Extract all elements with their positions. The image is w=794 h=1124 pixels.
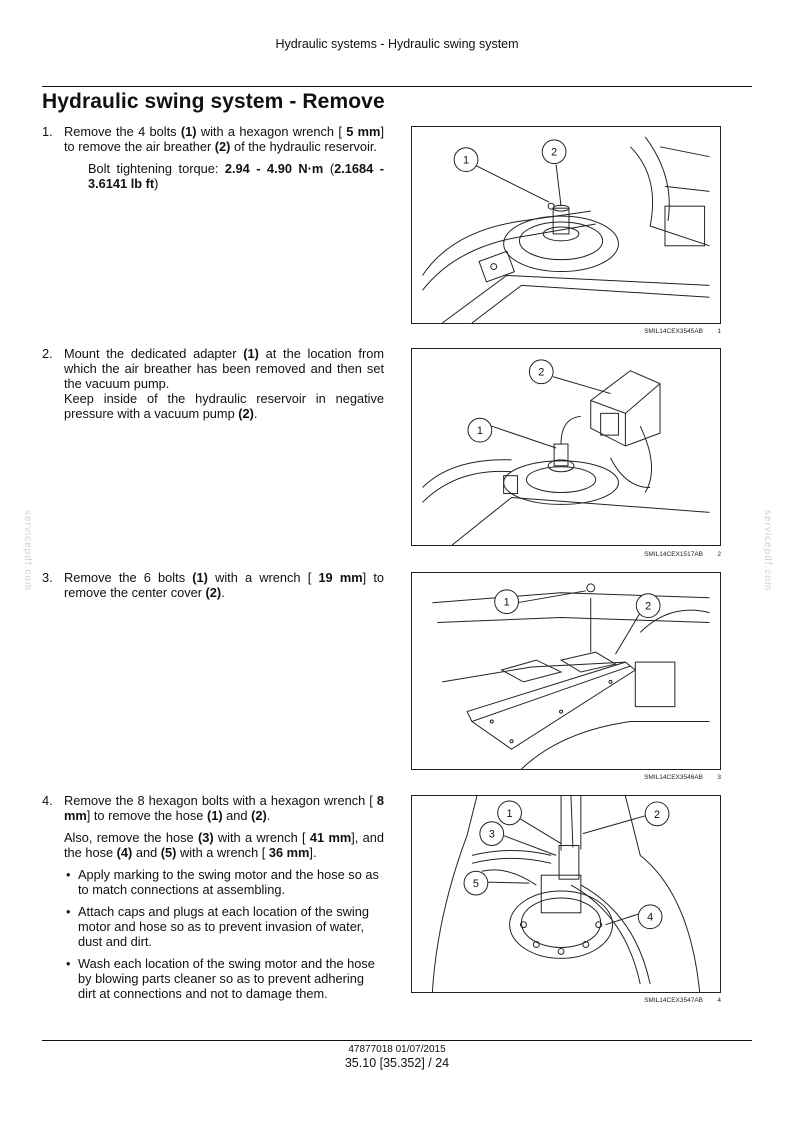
step-2 (42, 346, 384, 428)
callout-2: 2 (538, 366, 545, 379)
callout-1: 1 (476, 425, 483, 438)
callout-5: 5 (472, 878, 479, 891)
callout-2: 2 (551, 146, 558, 159)
step-number: 2. (42, 346, 53, 361)
list-item: • Apply marking to the swing motor and the hose so as to match connections at assembling. (64, 867, 384, 897)
step-text: Remove the 6 bolts (1) with a wrench [ 19 mm] to remove the center cover (2). (64, 570, 385, 600)
figure-4-illustration (411, 795, 721, 993)
step-text-2: Also, remove the hose (3) with a wrench [ 41 mm], and the hose (4) and (5) with a wrench [ 36 mm]. (64, 830, 384, 860)
step-1 (42, 124, 384, 198)
figure-1-caption (411, 328, 721, 340)
step-body (64, 793, 384, 1001)
figure-code: SMIL14CEX3545AB (644, 328, 703, 335)
figure-number: 3 (717, 774, 721, 781)
watermark-left: servicepdf.com (22, 510, 33, 592)
step-number: 4. (42, 793, 53, 808)
figure-4-caption (411, 997, 721, 1009)
step-4 (42, 793, 384, 1008)
callout-2: 2 (645, 600, 652, 613)
step-3 (42, 570, 384, 607)
step-text: Mount the dedicated adapter (1) at the location from which the air breather has been removed and then set the vacuum pump. (64, 346, 385, 391)
figure-number: 1 (717, 328, 721, 335)
step-text-2: Keep inside of the hydraulic reservoir in negative pressure with a vacuum pump (2). (64, 391, 384, 421)
step-number: 3. (42, 570, 53, 585)
page-title: Hydraulic swing system - Remove (42, 90, 385, 113)
step-number: 1. (42, 124, 53, 139)
step-body (64, 124, 384, 191)
torque-spec: Bolt tightening torque: 2.94 - 4.90 N·m (2.1684 - 3.6141 lb ft) (88, 161, 384, 191)
callout-1: 1 (503, 596, 510, 609)
step-text: Remove the 8 hexagon bolts with a hexagon wrench [ 8 mm] to remove the hose (1) and (2). (64, 793, 384, 823)
step-body (64, 346, 384, 421)
step-text: Remove the 4 bolts (1) with a hexagon wrench [ 5 mm] to remove the air breather (2) of the hydraulic reservoir. (64, 124, 384, 154)
figure-2-illustration (411, 348, 721, 546)
figure-3-illustration (411, 572, 721, 770)
callout-3: 3 (488, 828, 495, 841)
figure-number: 2 (717, 551, 721, 558)
callout-4: 4 (647, 911, 654, 924)
callout-1: 1 (506, 807, 513, 820)
figure-number: 4 (717, 997, 721, 1004)
figure-code: SMIL14CEX1517AB (644, 551, 703, 558)
list-item: • Attach caps and plugs at each location of the swing motor and hose so as to prevent invasion of water, dust and dirt. (64, 904, 384, 949)
bullet-list (64, 867, 384, 1001)
callout-1: 1 (462, 154, 470, 167)
callout-2: 2 (654, 808, 661, 821)
header-rule (42, 86, 752, 87)
document-id: 47877018 01/07/2015 (348, 1044, 446, 1055)
figure-code: SMIL14CEX3546AB (644, 774, 703, 781)
step-body (64, 570, 384, 600)
list-item: • Wash each location of the swing motor and the hose by blowing parts cleaner so as to prevent adhering dirt at connections and not to damage them. (64, 956, 384, 1001)
figure-code: SMIL14CEX3547AB (644, 997, 703, 1004)
page-number: 35.10 [35.352] / 24 (344, 1056, 450, 1070)
figure-2-caption (411, 551, 721, 563)
running-header: Hydraulic systems - Hydraulic swing system (275, 37, 519, 51)
footer-rule (42, 1040, 752, 1041)
figure-3-caption (411, 774, 721, 786)
figure-1-illustration (411, 126, 721, 324)
watermark-right: servicepdf.com (762, 510, 773, 592)
